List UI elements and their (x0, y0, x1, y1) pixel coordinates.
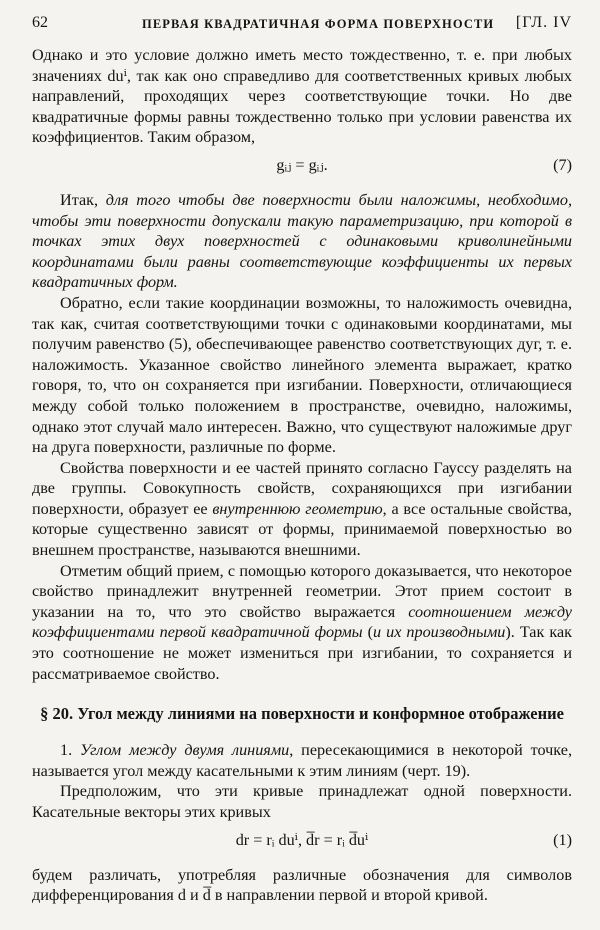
paragraph-1: Однако и это условие должно иметь место тождественно, т. е. при любых значениях duⁱ, так как оно справедливо для соответственных кривых любых направлений, проходящих через соответствующие точки. Но две квадратичные формы равны тождественно только при условии равенства их коэффициентов. Таким образом, (32, 46, 572, 147)
paragraph-5-c: ). Так как это соотношение не может измениться при изгибании, то сохраняется и рассматриваемое свойство. (32, 623, 573, 683)
paragraph-2-lead: Итак, (60, 190, 106, 209)
chapter-marker: [ГЛ. IV (515, 14, 572, 31)
equation-1-number: (1) (553, 830, 572, 849)
equation-1-formula: dr = rᵢ duⁱ, d̅r = rᵢ d̅uⁱ (235, 830, 369, 849)
paragraph-4-a: Свойства поверхности и ее частей принято согласно Гауссу разделять на две группы. Совокупность свойств, сохраняющихся при изгибании поверхности, образует ее (32, 458, 572, 518)
paragraph-2 (32, 190, 572, 293)
paragraph-3: Обратно, если такие координации возможны, то наложимость очевидна, так как, считая соответствующими точки с одинаковыми координатами, мы получим равенство (5), обеспечивающее равенство соответствующих дуг, т. е. наложимость. Указанное свойство линейного элемента выражает, кратко говоря, то, что он сохраняется при изгибании. Поверхности, отличающиеся между собой только положением в пространстве, очевидно, наложимы, однако этот случай мало интересен. Важно, что существуют наложимые друг на друга поверхности, различные по форме. (32, 293, 572, 457)
equation-7-number: (7) (553, 155, 572, 174)
term-inner-geometry: внутреннюю геометрию (212, 499, 383, 518)
paragraph-5-italic-2: и их производными (373, 623, 506, 642)
section-paragraph-3: будем различать, употребляя различные обозначения для символов дифференцирования d и d̅ в направлении первой и второй кривой. (32, 865, 572, 905)
equation-1 (32, 823, 572, 865)
paragraph-5-italic: соотношением между коэффициентами первой квадратичной формы (32, 602, 572, 642)
paragraph-5 (32, 561, 572, 685)
paragraph-2-theorem: для того чтобы две поверхности были наложимы, необходимо, чтобы эти поверхности допускали такую параметризацию, при которой в точках этих двух поверхностей с одинаковыми криволинейными координатами были равны соответствующие коэффициенты их первых квадратичных форм. (32, 190, 573, 292)
section-paragraph-1-rest: , пересекающимися в некоторой точке, называется угол между касательными к этим линиям (черт. 19). (32, 741, 573, 780)
paragraph-4-b: , а все остальные свойства, которые существенно зависят от формы, принимаемой поверхностью во внешнем пространстве, называются внешними. (32, 499, 572, 560)
section-paragraph-1 (32, 740, 572, 781)
page-header (32, 14, 572, 38)
section-heading: § 20. Угол между линиями на поверхности и конформное отображение (40, 704, 564, 724)
page-body (32, 45, 572, 906)
definition-term: Углом между двумя линиями (80, 741, 290, 760)
paragraph-4 (32, 458, 572, 561)
section-paragraph-2: Предположим, что эти кривые принадлежат одной поверхности. Касательные векторы этих кривых (32, 782, 572, 821)
equation-7-formula: gᵢⱼ = gᵢⱼ. (276, 155, 328, 174)
running-title: ПЕРВАЯ КВАДРАТИЧНАЯ ФОРМА ПОВЕРХНОСТИ (142, 17, 495, 31)
paragraph-5-b: ( (362, 623, 374, 642)
equation-7 (32, 148, 572, 190)
page-number: 62 (32, 14, 48, 31)
item-number: 1. (60, 741, 81, 760)
paragraph-5-a: Отметим общий прием, с помощью которого доказывается, что некоторое свойство принадлежит внутренней геометрии. Этот прием состоит в указании на то, что это свойство выражается (32, 561, 572, 621)
